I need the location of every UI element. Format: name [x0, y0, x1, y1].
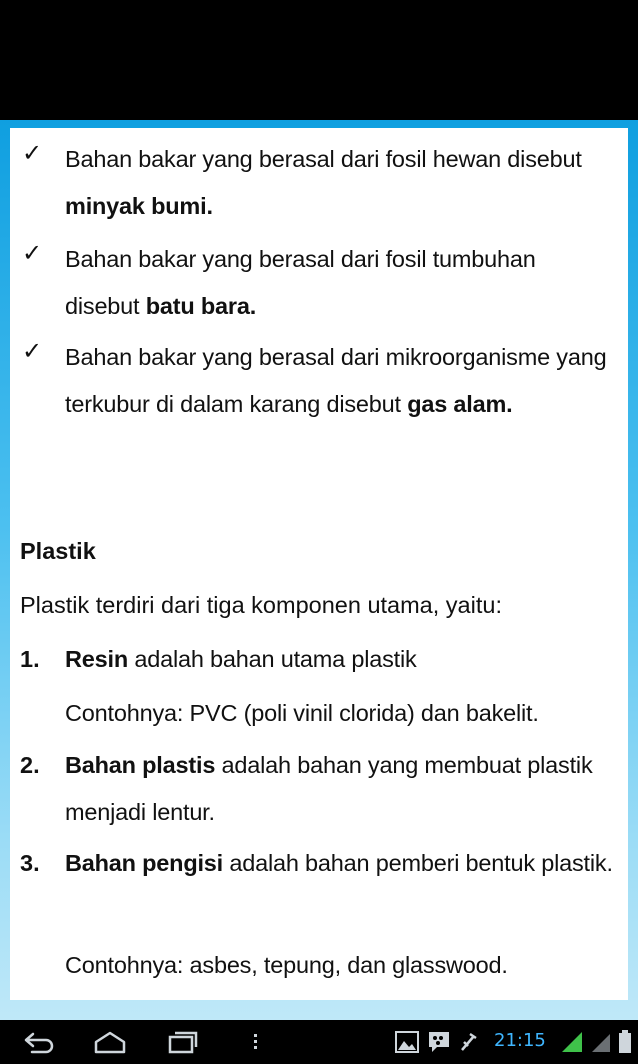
check-item-text	[65, 236, 610, 330]
top-black-bar	[0, 0, 638, 120]
status-time: 21:15	[494, 1030, 546, 1051]
check-icon: ✓	[22, 337, 43, 365]
numbered-item-text	[65, 742, 620, 836]
home-icon[interactable]	[92, 1028, 128, 1056]
item-bold-text: gas alam.	[407, 391, 513, 417]
check-list-item	[10, 236, 628, 326]
numbered-item-text	[65, 840, 620, 887]
item-number: 1.	[20, 646, 40, 672]
item-plain-text: adalah bahan yang membuat plastik menjadi lentur.	[65, 752, 593, 825]
gallery-icon	[394, 1028, 420, 1056]
check-item-text	[65, 136, 610, 230]
check-icon: ✓	[22, 239, 43, 267]
section-heading: Plastik	[20, 538, 96, 564]
numbered-list-item	[10, 750, 628, 840]
back-icon[interactable]	[22, 1028, 56, 1056]
check-list-item	[10, 334, 628, 474]
menu-icon[interactable]	[250, 1028, 262, 1056]
system-navigation-bar	[0, 1020, 638, 1064]
item-example: Contohnya: asbes, tepung, dan glasswood.	[65, 952, 508, 978]
check-list-item	[10, 136, 628, 226]
item-plain-text: adalah bahan utama plastik	[128, 646, 417, 672]
item-plain-text: Bahan bakar yang berasal dari mikroorganisme yang terkubur di dalam karang disebut	[65, 344, 607, 417]
item-bold-text: Resin	[65, 646, 128, 672]
recent-apps-icon[interactable]	[166, 1028, 200, 1056]
check-icon: ✓	[22, 139, 43, 167]
section-intro: Plastik terdiri dari tiga komponen utama, yaitu:	[20, 592, 502, 618]
battery-icon	[618, 1028, 632, 1056]
slide-content	[10, 128, 628, 1000]
item-number: 3.	[20, 850, 40, 876]
item-plain-text: Bahan bakar yang berasal dari fosil tumbuhan disebut	[65, 246, 536, 319]
item-bold-text: Bahan pengisi	[65, 850, 224, 876]
item-example: Contohnya: PVC (poli vinil clorida) dan bakelit.	[65, 700, 539, 726]
numbered-list-item	[10, 848, 628, 998]
numbered-list-item	[10, 644, 628, 734]
item-bold-text: Bahan plastis	[65, 752, 216, 778]
signal-icon-2	[590, 1028, 612, 1056]
item-bold-text: batu bara.	[145, 293, 257, 319]
item-plain-text: Bahan bakar yang berasal dari fosil hewan disebut	[65, 146, 582, 172]
check-item-text	[65, 334, 610, 428]
item-number: 2.	[20, 752, 40, 778]
item-bold-text: minyak bumi.	[65, 193, 213, 219]
numbered-item-text	[65, 636, 620, 683]
signal-icon	[560, 1028, 584, 1056]
item-plain-text: adalah bahan pemberi bentuk plastik.	[223, 850, 613, 876]
usb-debug-icon	[458, 1028, 480, 1056]
bbm-icon	[426, 1028, 452, 1056]
